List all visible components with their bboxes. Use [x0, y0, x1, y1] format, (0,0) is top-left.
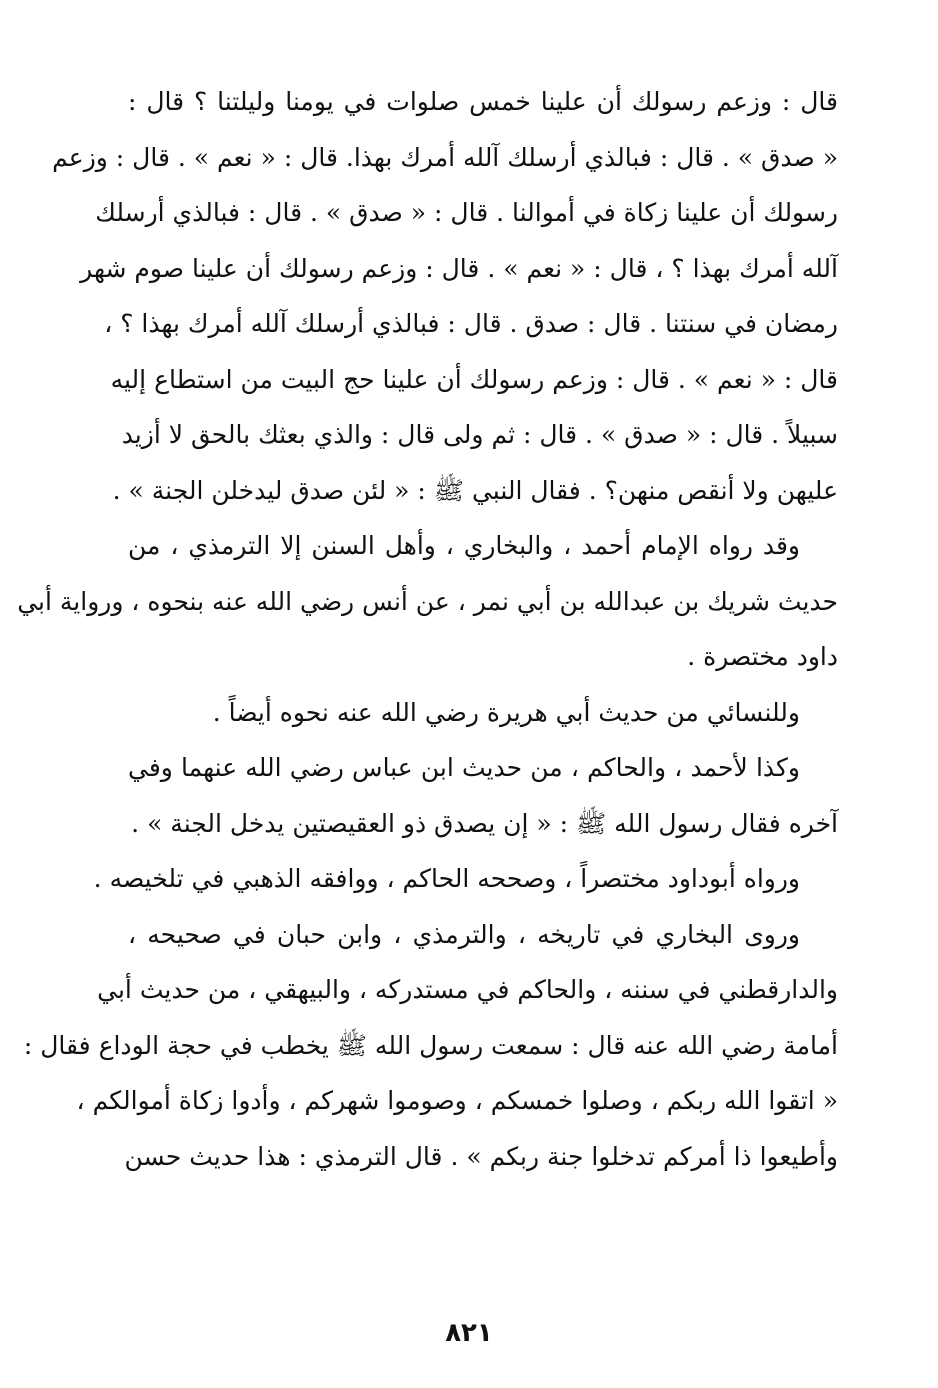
arabic-text-body [17, 74, 838, 1184]
text-line: آلله أمرك بهذا ؟ ، قال : « نعم » . قال : وزعم رسولك أن علينا صوم شهر [80, 253, 838, 283]
text-line: « اتقوا الله ربكم ، وصلوا خمسكم ، وصوموا شهركم ، وأدوا زكاة أموالكم ، [76, 1086, 838, 1115]
text-line: آخره فقال رسول الله ﷺ : « إن يصدق ذو العقيصتين يدخل الجنة » . [131, 808, 838, 838]
text-line: داود مختصرة . [687, 642, 838, 671]
page-number: ٨٢١ [445, 1318, 493, 1348]
text-line: وللنسائي من حديث أبي هريرة رضي الله عنه نحوه أيضاً . [212, 697, 800, 727]
text-line: رسولك أن علينا زكاة في أموالنا . قال : « صدق » . قال : فبالذي أرسلك [95, 198, 838, 227]
text-line: حديث شريك بن عبدالله بن أبي نمر ، عن أنس رضي الله عنه بنحوه ، ورواية أبي [17, 586, 838, 616]
text-line: « صدق » . قال : فبالذي أرسلك آلله أمرك بهذا. قال : « نعم » . قال : وزعم [52, 142, 838, 172]
text-line: قال : « نعم » . قال : وزعم رسولك أن علينا حج البيت من استطاع إليه [110, 364, 838, 394]
text-line: وأطيعوا ذا أمركم تدخلوا جنة ربكم » . قال الترمذي : هذا حديث حسن [124, 1141, 838, 1171]
text-line: والدارقطني في سننه ، والحاكم في مستدركه ، والبيهقي ، من حديث أبي [97, 975, 838, 1004]
text-line: سبيلاً . قال : « صدق » . قال : ثم ولى قال : والذي بعثك بالحق لا أزيد [121, 420, 838, 449]
text-line: وقد رواه الإمام أحمد ، والبخاري ، وأهل السنن إلا الترمذي ، من [128, 531, 800, 560]
text-line: ورواه أبوداود مختصراً ، وصححه الحاكم ، ووافقه الذهبي في تلخيصه . [93, 864, 800, 893]
text-line: وروى البخاري في تاريخه ، والترمذي ، وابن حبان في صحيحه ، [128, 919, 800, 949]
text-line: عليهن ولا أنقص منهن؟ . فقال النبي ﷺ : « لئن صدق ليدخلن الجنة » . [112, 475, 838, 505]
text-line: أمامة رضي الله عنه قال : سمعت رسول الله ﷺ يخطب في حجة الوداع فقال : [23, 1030, 838, 1060]
text-line: وكذا لأحمد ، والحاكم ، من حديث ابن عباس رضي الله عنهما وفي [128, 753, 800, 782]
text-line: قال : وزعم رسولك أن علينا خمس صلوات في يومنا وليلتنا ؟ قال : [128, 87, 838, 116]
text-line: رمضان في سنتنا . قال : صدق . قال : فبالذي أرسلك آلله أمرك بهذا ؟ ، [104, 309, 838, 338]
